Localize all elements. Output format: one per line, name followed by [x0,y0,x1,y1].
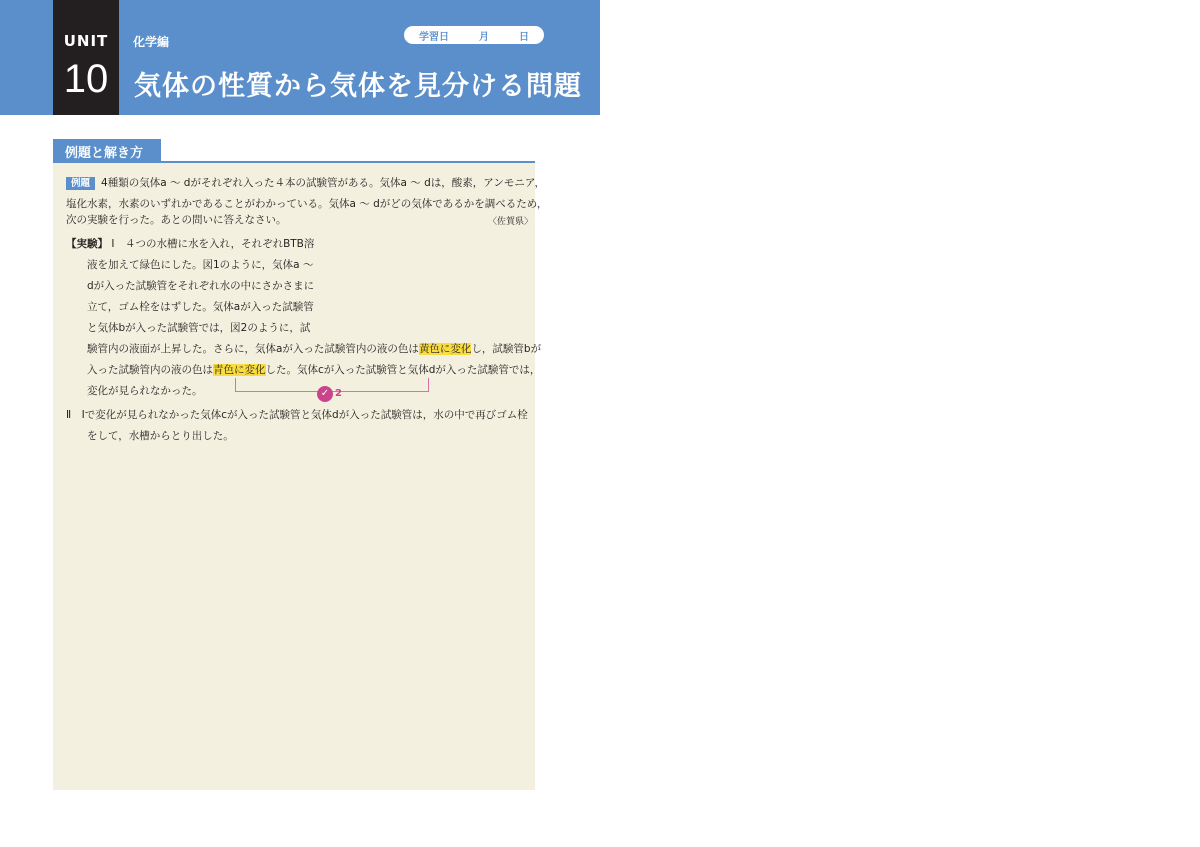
experiment-label: 【実験】 [66,238,108,250]
example-intro-line [66,173,545,195]
experiment-text: Ⅱ Ⅰで変化が見られなかった気体cが入った試験管と気体dが入った試験管は，水の中で再びゴム栓 [66,409,528,421]
experiment-text: した。気体cが入った試験管と気体dが入った試験管では， [265,364,541,376]
category-label: 化学編 [133,35,170,49]
highlight-blue: 青色に変化 [213,364,266,376]
experiment-text: と気体bが入った試験管では，図2のように，試 [87,322,311,334]
experiment-text: Ⅰ ４つの水槽に水を入れ，それぞれBTB溶 [111,238,315,250]
section-tab: 例題と解き方 [53,139,161,162]
study-day: 日 [519,31,529,43]
experiment-text: 液を加えて緑色にした。図1のように，気体a ～ [87,259,314,271]
intro-text: 4種類の気体a ～ dがそれぞれ入った４本の試験管がある。気体a ～ dは，酸素，アンモニア， [101,177,545,189]
study-month: 月 [479,31,489,43]
experiment-text: 立て，ゴム栓をはずした。気体aが入った試験管 [87,301,314,313]
experiment-text: 験管内の液面が上昇した。さらに，気体aが入った試験管内の液の色は [87,343,419,355]
experiment-text: 変化が見られなかった。 [87,385,203,397]
unit-number: 10 [63,57,109,101]
experiment-text: をして，水槽からとり出した。 [87,430,234,442]
example-intro-line: 次の実験を行った。あとの問いに答えなさい。 [66,214,287,226]
study-date-field[interactable] [404,26,544,44]
experiment-text: し，試験管bが [471,343,542,355]
page-title: 気体の性質から気体を見分ける問題 [134,71,582,102]
unit-label: UNIT [63,32,109,50]
example-intro-line: 塩化水素，水素のいずれかであることがわかっている。気体a ～ dがどの気体であるかを調べるため， [66,198,548,210]
unit-badge [53,0,119,115]
highlight-yellow: 黄色に変化 [418,343,472,355]
study-date-label: 学習日 [419,31,449,43]
experiment-text: dが入った試験管をそれぞれ水の中にさかさまに [87,280,315,292]
example-tag: 例題 [66,177,95,190]
experiment-text: 入った試験管内の液の色は [87,364,213,376]
source-label: 〈佐賀県〉 [488,217,534,227]
check-marker-2-icon: ✓ [317,386,333,402]
marker-label: 2 [335,388,342,399]
